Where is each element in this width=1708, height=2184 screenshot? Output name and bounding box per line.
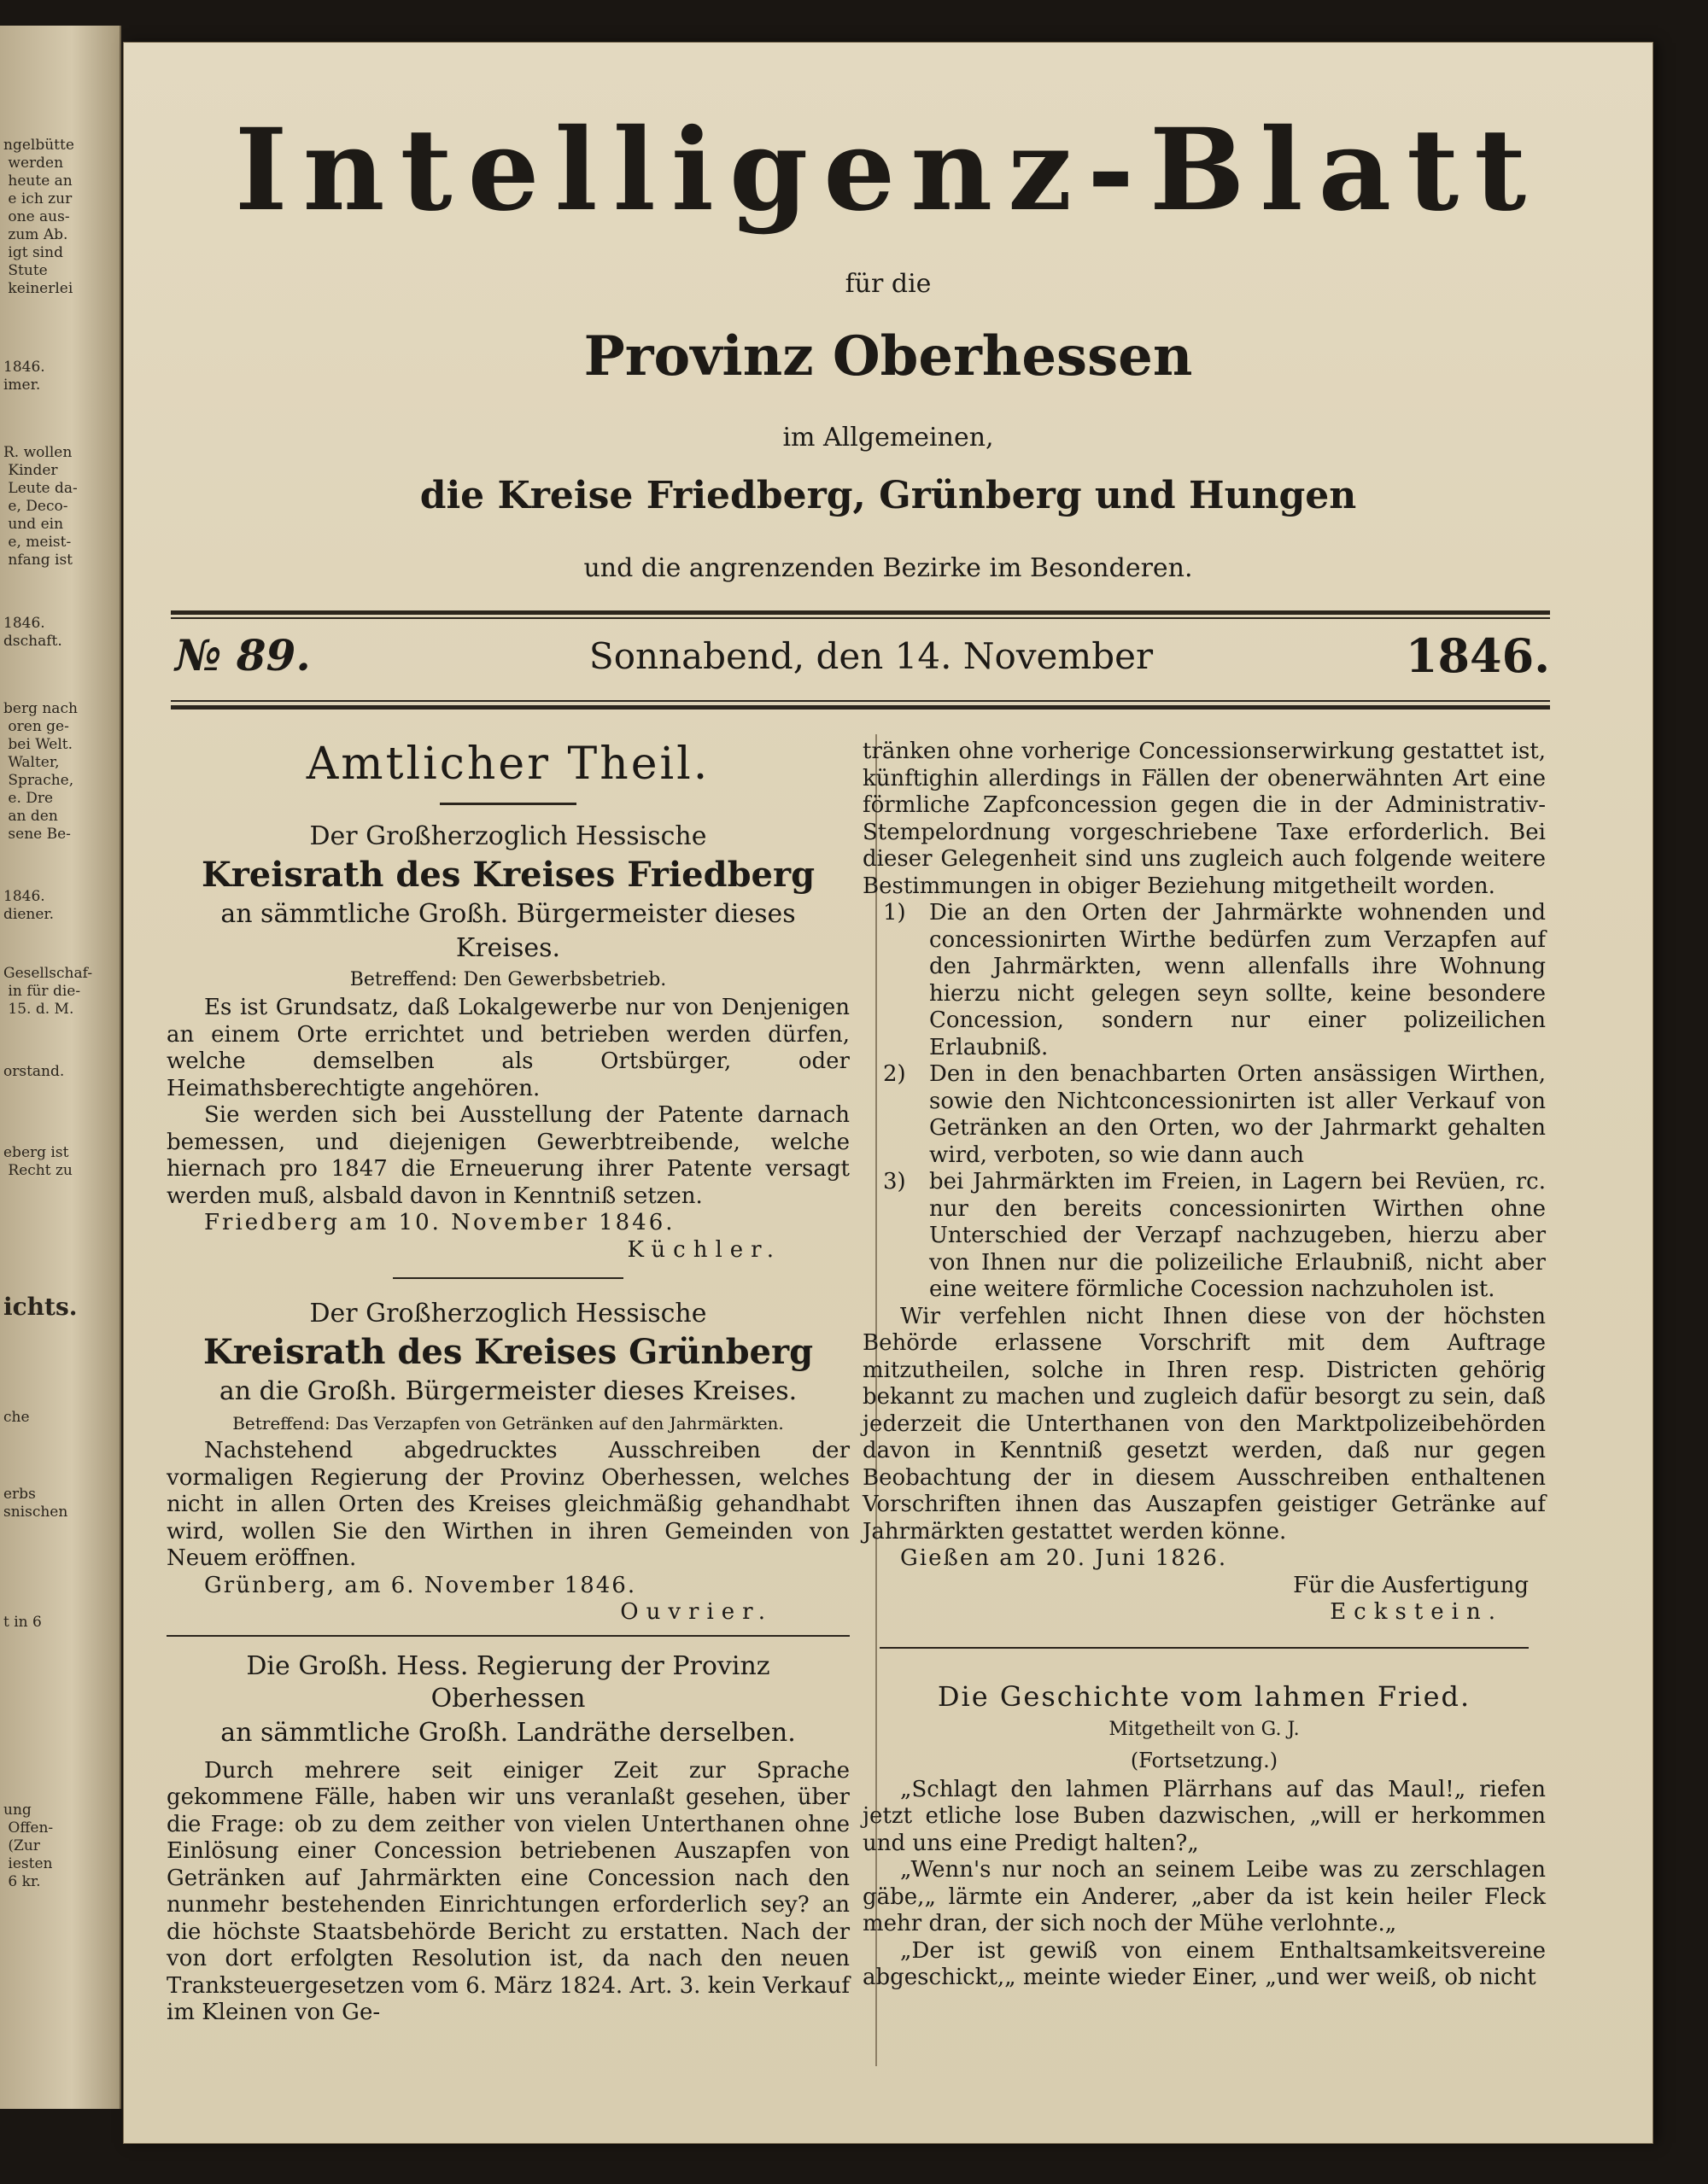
prev-page-fragment: Gesellschaf- in für die- 15. d. M. [3, 965, 93, 1018]
masthead-kreise: die Kreise Friedberg, Grünberg und Hungen [419, 474, 1357, 517]
list-item-text: Die an den Orten der Jahrmärkte wohnenden und concessionirten Wirthe bedürfen zum Verzapfen auf den Jahrmärkten, wenn allenfalls ihre Wohnung hierzu nicht gelegen seyn sollte, keine besondere Concession, sondern nur einer polizeilichen Erlaubniß. [929, 900, 1546, 1060]
article3-heading2: an sämmtliche Großh. Landräthe derselben. [220, 1717, 796, 1748]
article1-signature: Küchler. [627, 1236, 781, 1263]
masthead-rule-bottom [171, 705, 1550, 710]
article1-paragraph: Sie werden sich bei Ausstellung der Patente darnach bemessen, und diejenigen Gewerbtreibende, welche hiernach pro 1847 die Erneuerung ihrer Patente versagt werden muß, alsbald davon in Kenntniß setzen. [167, 1102, 850, 1209]
masthead-rule-top-thin [171, 617, 1550, 619]
article2-place-date: Grünberg, am 6. November 1846. [204, 1572, 637, 1598]
masthead-rule-top [171, 610, 1550, 615]
prev-page-fragment: berg nach oren ge- bei Welt. Walter, Sprache, e. Dre an den sene Be- [3, 700, 78, 843]
prev-page-fragment: ngelbütte werden heute an e ich zur one aus- zum Ab. igt sind Stute keinerlei [3, 137, 74, 297]
masthead-rule-bottom-thin [171, 700, 1550, 702]
article1-heading1: Der Großherzoglich Hessische [309, 821, 707, 851]
prev-page-fragment: orstand. [3, 1063, 65, 1080]
story-continuation-note: (Fortsetzung.) [1130, 1748, 1278, 1772]
newspaper-page [124, 43, 1652, 2143]
list-item-text: Den in den benachbarten Orten ansässigen Wirthen, sowie den Nichtconcessionirten ist aller Verkauf von Getränken an den Orten, wo der Jahrmarkt gehalten wird, verboten, so wie dann auch [929, 1061, 1546, 1168]
prev-page-fragment: ung Offen- (Zur iesten 6 kr. [3, 1802, 54, 1890]
story-paragraph: „Wenn's nur noch an seinem Leibe was zu zerschlagen gäbe,„ lärmte ein Anderer, „aber da ist kein heiler Fleck mehr dran, der sich noch der Mühe verlohnte.„ [863, 1857, 1546, 1936]
article3-signature-line1: Für die Ausfertigung [1293, 1572, 1529, 1598]
article2-subject: Betreffend: Das Verzapfen von Getränken auf den Jahrmärkten. [232, 1413, 784, 1434]
article1-subject: Betreffend: Den Gewerbsbetrieb. [349, 969, 667, 990]
prev-page-fragment: 1846. imer. [3, 359, 45, 394]
masthead-province: Provinz Oberhessen [583, 324, 1193, 388]
previous-page-edge [0, 26, 121, 2109]
list-item [863, 900, 1546, 1061]
article1-place-date: Friedberg am 10. November 1846. [204, 1210, 676, 1235]
article3-final-paragraph: Wir verfehlen nicht Ihnen diese von der höchsten Behörde erlassene Vorschrift mit dem Auftrage mitzutheilen, solche in Ihren resp. Districten gehörig bekannt zu machen und zugleich dafür besorgt zu sein, daß jederzeit die Unterthanen von den Marktpolizeibehörden davon in Kenntniß gesetzt werden, daß nur gegen Beobachtung der in diesem Ausschreiben enthaltenen Vorschriften ihnen das Auszapfen geistiger Getränke auf Jahrmärkten gestattet werden könne. [863, 1303, 1546, 1545]
prev-page-fragment: 1846. diener. [3, 888, 55, 923]
article2-signature: Ouvrier. [620, 1599, 773, 1625]
story-paragraph: „Schlagt den lahmen Plärrhans auf das Maul!„ riefen jetzt etliche lose Buben dazwischen, „will er herkommen und uns eine Predigt halten?„ [863, 1776, 1546, 1856]
issue-year: 1846. [1405, 628, 1550, 683]
prev-page-fragment: eberg ist Recht zu [3, 1144, 73, 1179]
prev-page-fragment: ichts. [3, 1293, 78, 1321]
article1-heading2: Kreisrath des Kreises Friedberg [201, 855, 816, 895]
masthead-allgemeinen: im Allgemeinen, [782, 423, 994, 453]
issue-number: № 89. [175, 630, 311, 680]
article1-paragraph: Es ist Grundsatz, daß Lokalgewerbe nur von Denjenigen an einem Orte errichtet und betrieben werden dürfen, welche demselben als Ortsbürger, oder Heimathsberechtigte angehören. [167, 995, 850, 1101]
ornament-divider [440, 803, 576, 805]
list-item-number: 3) [883, 1169, 906, 1194]
story-byline: Mitgetheilt von G. J. [1108, 1718, 1300, 1740]
list-item-text: bei Jahrmärkten im Freien, in Lagern bei Revüen, rc. nur den bereits concessionirten Wirthen ohne Unterschied der Verzapf nachzugeben, hierzu aber von Ihnen nur die polizeiliche Erlaubniß, nicht aber eine weitere förmliche Cocession nachzuholen ist. [929, 1169, 1546, 1302]
list-item [863, 1061, 1546, 1169]
article3-paragraph-continued: tränken ohne vorherige Concessionserwirkung gestattet ist, künftighin allerdings in Fällen der obenerwähnten Art eine förmliche Zapfconcession gegen die in der Administrativ-Stempelordnung vorgeschriebene Taxe erforderlich. Bei dieser Gelegenheit sind uns zugleich auch folgende weitere Bestimmungen in obiger Beziehung mitgetheilt worden. [863, 739, 1546, 899]
list-item-number: 2) [883, 1061, 906, 1087]
right-column [863, 739, 1546, 1992]
prev-page-fragment: erbs snischen [3, 1486, 68, 1521]
left-column [167, 734, 850, 2027]
list-item [863, 1169, 1546, 1304]
story-title: Die Geschichte vom lahmen Fried. [937, 1679, 1471, 1713]
story-paragraph: „Der ist gewiß von einem Enthaltsamkeitsvereine abgeschickt,„ meinte wieder Einer, „und wer weiß, ob nicht [863, 1937, 1546, 1990]
list-item-number: 1) [883, 900, 906, 926]
article1-heading3: an sämmtliche Großh. Bürgermeister dieses Kreises. [220, 899, 796, 963]
prev-page-fragment: che [3, 1409, 30, 1426]
article-divider [167, 1635, 850, 1637]
masthead-title: Intelligenz-Blatt [234, 104, 1542, 237]
article3-heading1: Die Großh. Hess. Regierung der Provinz Oberhessen [246, 1650, 770, 1714]
article2-heading3: an die Großh. Bürgermeister dieses Kreises. [219, 1376, 798, 1406]
prev-page-fragment: 1846. dschaft. [3, 615, 62, 650]
masthead-bezirke: und die angrenzenden Bezirke im Besonderen. [583, 553, 1193, 583]
article3-place-date: Gießen am 20. Juni 1826. [900, 1545, 1228, 1571]
article2-heading2: Kreisrath des Kreises Grünberg [202, 1332, 814, 1372]
article2-heading1: Der Großherzoglich Hessische [309, 1299, 707, 1329]
article-divider [393, 1277, 623, 1279]
prev-page-fragment: R. wollen Kinder Leute da- e, Deco- und ein e, meist- nfang ist [3, 444, 78, 569]
section-title: Amtlicher Theil. [306, 739, 711, 790]
masthead-fur-die: für die [845, 269, 932, 299]
article2-paragraph: Nachstehend abgedrucktes Ausschreiben der vormaligen Regierung der Provinz Oberhessen, welches nicht in allen Orten des Kreises gleichmäßig gehandhabt wird, wollen Sie den Wirthen in ihren Gemeinden von Neuem eröffnen. [167, 1438, 850, 1571]
article3-signature-line2: Eckstein. [1330, 1599, 1503, 1625]
issue-date: Sonnabend, den 14. November [588, 635, 1154, 677]
article3-paragraph: Durch mehrere seit einiger Zeit zur Sprache gekommene Fälle, haben wir uns veranlaßt gesehen, über die Frage: ob zu dem zeither von vielen Unterthanen ohne Einlösung einer Concession betriebenen Auszapfen von Getränken auf Jahrmärkten eine Concession nach den nunmehr bestehenden Einrichtungen erforderlich sey? an die höchste Staatsbehörde Bericht zu erstatten. Nach der von dort erfolgten Resolution ist, da nach den neuen Tranksteuergesetzen vom 6. März 1824. Art. 3. kein Verkauf im Kleinen von Ge- [167, 1757, 850, 2025]
article-divider [880, 1647, 1529, 1649]
prev-page-fragment: t in 6 [3, 1614, 42, 1631]
